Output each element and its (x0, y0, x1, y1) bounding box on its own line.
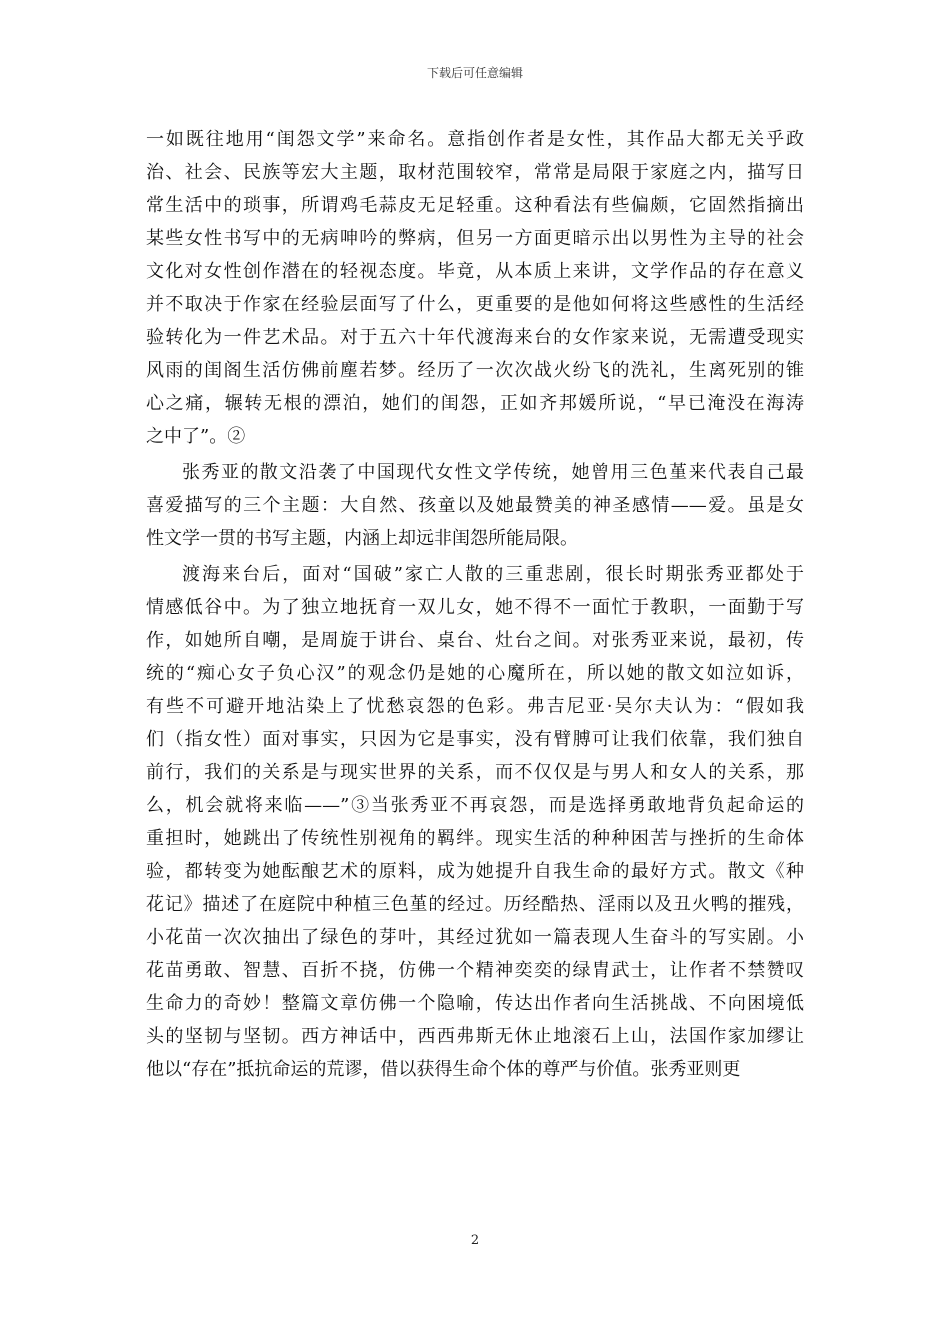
page-header: 下载后可任意编辑 (426, 66, 523, 80)
text-line: 风雨的闺阁生活仿佛前塵若梦。经历了一次次战火纷飞的洗礼，生离死别的锥 (146, 360, 804, 381)
paragraph-1 (146, 123, 804, 453)
text-line: 头的坚韧与坚韧。西方神话中，西西弗斯无休止地滚石上山，法国作家加缪让 (146, 1026, 804, 1047)
text-line: 生命力的奇妙！整篇文章仿佛一个隐喻，传达出作者向生活挑战、不向困境低 (146, 993, 804, 1014)
text-line: 渡海来台后，面对“国破”家亡人散的三重悲剧，很长时期张秀亚都处于 (182, 564, 804, 585)
text-line: 治、社会、民族等宏大主题，取材范围较窄，常常是局限于家庭之内，描写日 (146, 162, 804, 183)
text-line: 验转化为一件艺术品。对于五六十年代渡海来台的女作家来说，无需遭受现实 (146, 327, 804, 348)
paragraph-3 (146, 558, 804, 1086)
text-line: 重担时，她跳出了传统性别视角的羁绊。现实生活的种种困苦与挫折的生命体 (146, 828, 804, 849)
paragraph-2 (146, 456, 804, 555)
text-line: 花苗勇敢、智慧、百折不挠，仿佛一个精神奕奕的绿胄武士，让作者不禁赞叹 (146, 960, 804, 981)
text-line: 心之痛，辗转无根的漂泊，她们的闺怨，正如齐邦媛所说，“早已淹没在海涛 (146, 393, 804, 414)
text-line: 某些女性书写中的无病呻吟的弊病，但另一方面更暗示出以男性为主导的社会 (146, 228, 804, 249)
text-line: 之中了”。② (146, 426, 246, 447)
text-line: 有些不可避开地沾染上了忧愁哀怨的色彩。弗吉尼亚·吴尔夫认为：“假如我 (146, 696, 804, 717)
text-line: 一如既往地用“闺怨文学”来命名。意指创作者是女性，其作品大都无关乎政 (146, 129, 804, 150)
text-line: 文化对女性创作潜在的轻视态度。毕竟，从本质上来讲，文学作品的存在意义 (146, 261, 804, 282)
text-line: 统的“痴心女子负心汉”的观念仍是她的心魔所在，所以她的散文如泣如诉， (146, 663, 804, 684)
text-line: 验，都转变为她酝酿艺术的原料，成为她提升自我生命的最好方式。散文《种 (146, 861, 804, 882)
page-number: 2 (470, 1233, 480, 1248)
body-text (146, 123, 804, 1086)
text-line: 作，如她所自嘲，是周旋于讲台、桌台、灶台之间。对张秀亚来说，最初，传 (146, 630, 804, 651)
text-line: 么，机会就将来临——”③当张秀亚不再哀怨，而是选择勇敢地背负起命运的 (146, 795, 804, 816)
text-line: 并不取决于作家在经验层面写了什么，更重要的是他如何将这些感性的生活经 (146, 294, 804, 315)
text-line: 前行，我们的关系是与现实世界的关系，而不仅仅是与男人和女人的关系，那 (146, 762, 804, 783)
text-line: 常生活中的琐事，所谓鸡毛蒜皮无足轻重。这种看法有些偏颇，它固然指摘出 (146, 195, 804, 216)
text-line: 情感低谷中。为了独立地抚育一双儿女，她不得不一面忙于教职，一面勤于写 (146, 597, 804, 618)
text-line: 他以“存在”抵抗命运的荒谬，借以获得生命个体的尊严与价值。张秀亚则更 (146, 1059, 741, 1080)
text-line: 张秀亚的散文沿袭了中国现代女性文学传统，她曾用三色堇来代表自己最 (182, 462, 804, 483)
text-line: 小花苗一次次抽出了绿色的芽叶，其经过犹如一篇表现人生奋斗的写实剧。小 (146, 927, 804, 948)
text-line: 花记》描述了在庭院中种植三色堇的经过。历经酷热、淫雨以及丑火鸭的摧残， (146, 894, 804, 915)
text-line: 性文学一贯的书写主题，内涵上却远非闺怨所能局限。 (146, 528, 578, 549)
text-line: 们（指女性）面对事实，只因为它是事实，没有臂膊可让我们依靠，我们独自 (146, 729, 804, 750)
text-line: 喜爱描写的三个主题：大自然、孩童以及她最赞美的神圣感情——爱。虽是女 (146, 495, 804, 516)
